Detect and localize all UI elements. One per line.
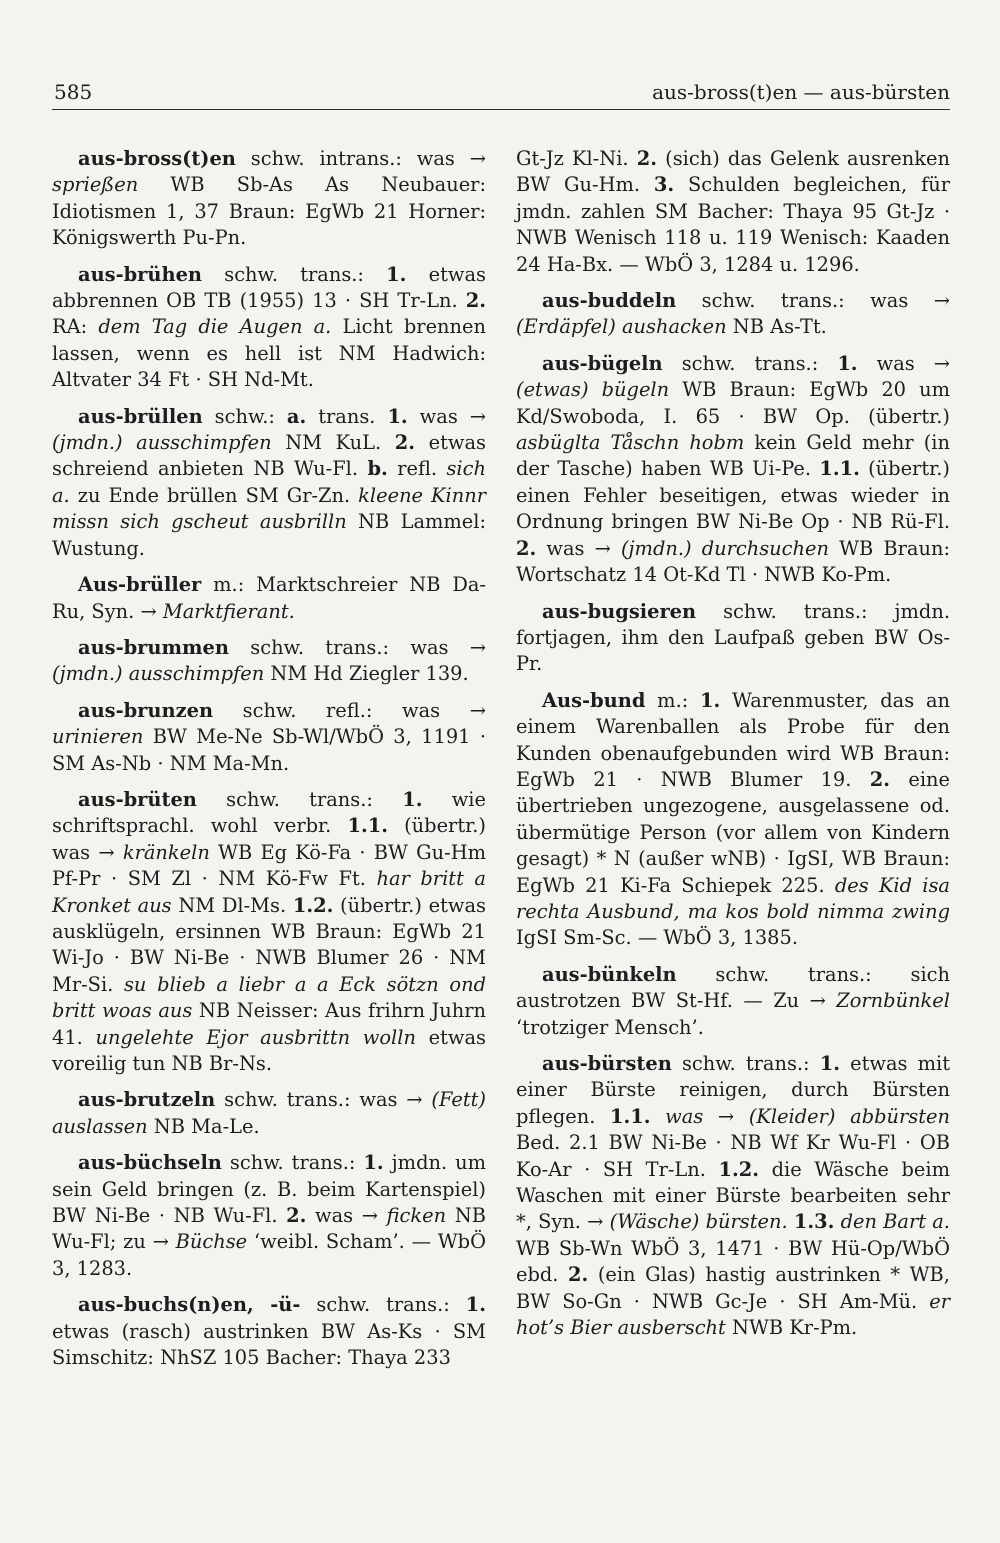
example-text: (Wäsche) bürsten. <box>609 1210 788 1234</box>
example-text: sprießen <box>52 173 139 197</box>
headword: aus-bünkeln <box>542 962 677 986</box>
definition-text: schw. trans.: jmdn. fortjagen, ihm den Laufpaß geben BW Os-Pr. <box>516 599 950 676</box>
definition-text: WB Braun: Wortschatz 14 Ot-Kd Tl · NWB Ko-Pm. <box>516 536 950 587</box>
headword: aus-buchs(n)en, -ü- <box>78 1293 301 1317</box>
example-text: urinieren <box>52 725 144 749</box>
definition-text: etwas abbrennen OB TB (1955) 13 · SH Tr-Ln. <box>52 262 486 313</box>
dictionary-entry <box>516 962 950 1041</box>
definition-text: schw. trans.: <box>202 262 387 286</box>
entry-continuation <box>516 146 950 278</box>
definition-text: was → <box>857 351 951 375</box>
dictionary-entry <box>516 288 950 341</box>
definition-text: was → <box>536 536 621 560</box>
headword: aus-brühen <box>78 262 203 286</box>
definition-text: (übertr.) einen Fehler beseitigen, etwas wieder in Ordnung bringen BW Ni-Be Op · NB Rü-Fl. <box>516 457 950 534</box>
definition-text: (ein Glas) hastig austrinken * WB, BW So-Gn · NWB Gc-Je · SH Am-Mü. <box>516 1263 950 1313</box>
example-text: (jmdn.) durchsuchen <box>620 536 829 560</box>
dictionary-entry <box>52 1087 486 1140</box>
sense-number: 1. <box>837 351 858 375</box>
sense-number: 1.1. <box>819 457 860 481</box>
definition-text: ‘weibl. Scham’. — WbÖ 3, 1283. <box>52 1230 486 1280</box>
headword: aus-bugsieren <box>542 599 697 623</box>
example-text: asbüglta Tåschn hobm <box>516 431 745 455</box>
headword: aus-brummen <box>78 635 229 659</box>
sense-number: 2. <box>516 536 537 560</box>
dictionary-entry <box>516 599 950 678</box>
headword: aus-brüllen <box>78 404 203 428</box>
sense-number: b. <box>367 457 388 481</box>
definition-text: NB Lammel: Wustung. <box>52 510 486 560</box>
dictionary-entry <box>52 572 486 625</box>
definition-text: schw. trans.: was → <box>215 1088 432 1112</box>
definition-text: schw. refl.: was → <box>213 698 486 722</box>
example-text: sich a. <box>52 457 486 507</box>
example-text: kränkeln <box>122 840 210 864</box>
example-text: was → (Kleider) abbürsten <box>665 1104 950 1128</box>
sense-number: 1. <box>465 1293 486 1317</box>
definition-text: NM Dl-Ms. <box>171 893 293 917</box>
definition-text: RA: <box>52 315 99 339</box>
definition-text: WB Sb-As As Neubauer: Idiotismen 1, 37 Braun: EgWb 21 Horner: Königswerth Pu-Pn. <box>52 173 486 250</box>
definition-text: jmdn. um sein Geld bringen (z. B. beim Kartenspiel) BW Ni-Be · NB Wu-Fl. <box>52 1151 487 1228</box>
definition-text: schw. trans.: was → <box>676 289 950 313</box>
definition-text: was → <box>407 404 486 428</box>
definition-text <box>651 1105 666 1128</box>
definition-text: (übertr.) was → <box>52 814 486 864</box>
definition-text: NM KuL. <box>271 431 395 455</box>
definition-text: m.: <box>645 688 701 712</box>
example-text: dem Tag die Augen a. <box>98 315 332 339</box>
definition-text: schw.: <box>202 404 287 428</box>
headword: aus-bross(t)en <box>78 147 236 170</box>
headword: Aus-brüller <box>78 573 202 597</box>
example-text: (jmdn.) ausschimpfen <box>52 662 265 686</box>
definition-text: schw. trans.: was → <box>228 635 486 659</box>
example-text: ficken <box>386 1204 447 1228</box>
sense-number: 2. <box>869 767 891 791</box>
definition-text: m.: Marktschreier NB Da-Ru, Syn. → <box>52 573 486 623</box>
definition-text: schw. trans.: <box>196 787 403 811</box>
definition-text: schw. trans.: <box>221 1151 364 1175</box>
definition-text: refl. <box>387 457 447 481</box>
example-text: (etwas) bügeln <box>516 378 670 402</box>
example-text: (Erdäpfel) aushacken <box>516 315 727 339</box>
definition-text: schw. trans.: <box>662 351 838 375</box>
sense-number: 2. <box>465 289 486 313</box>
sense-number: 1.2. <box>292 893 334 917</box>
dictionary-entry <box>52 635 486 688</box>
definition-text: etwas schreiend anbieten NB Wu-Fl. <box>52 431 487 481</box>
definition-text: NB Wu-Fl; zu → <box>52 1204 486 1254</box>
definition-text: Gt-Jz Kl-Ni. <box>516 147 637 170</box>
headword: aus-brüten <box>78 787 197 811</box>
sense-number: 1.2. <box>718 1157 760 1181</box>
example-text: (Fett) auslassen <box>52 1088 486 1138</box>
sense-number: 1.3. <box>793 1210 835 1234</box>
dictionary-entry <box>52 787 486 1077</box>
definition-text: die Wäsche beim Waschen mit einer Bürste bearbeiten sehr *, Syn. → <box>516 1157 950 1234</box>
definition-text: NWB Kr-Pm. <box>725 1316 858 1340</box>
right-column <box>516 146 950 1351</box>
headword: Aus-bund <box>542 688 646 712</box>
example-text: kleene Kinnr missn sich gscheut ausbrilln <box>52 483 486 534</box>
sense-number: 1. <box>819 1052 840 1075</box>
example-text: den Bart a. <box>840 1210 950 1234</box>
example-text: des Kid isa rechta Ausbund, ma kos bold nimma zwing <box>516 873 950 923</box>
example-text: Marktfierant. <box>162 599 295 623</box>
definition-text: Licht brennen lassen, wenn es hell ist NM Hadwich: Altvater 34 Ft · SH Nd-Mt. <box>52 315 486 392</box>
page-number: 585 <box>54 80 93 104</box>
definition-text: schw. trans.: sich austrotzen BW St-Hf. — Zu → <box>516 962 950 1013</box>
example-text: su blieb a liebr a a Eck sötzn ond britt woas aus <box>52 972 486 1023</box>
running-head: aus-bross(t)en — aus-bürsten <box>652 80 950 104</box>
definition-text: Bed. 2.1 BW Ni-Be · NB Wf Kr Wu-Fl · OB Ko-Ar · SH Tr-Ln. <box>516 1131 950 1181</box>
definition-text: was → <box>306 1204 387 1228</box>
sense-number: 1. <box>402 787 423 811</box>
definition-text: (übertr.) etwas ausklügeln, ersinnen WB Braun: EgWb 21 Wi-Jo · BW Ni-Be · NWB Blumer 26 · NM Mr-Si. <box>52 893 486 996</box>
headword: aus-bügeln <box>542 351 663 375</box>
definition-text: wie schriftsprachl. wohl verbr. <box>52 787 486 838</box>
example-text: (jmdn.) ausschimpfen <box>52 431 272 455</box>
definition-text: kein Geld mehr (in der Tasche) haben WB Ui-Pe. <box>516 431 950 481</box>
left-column <box>52 146 486 1381</box>
sense-number: 1. <box>386 262 407 286</box>
headword: aus-brunzen <box>78 698 214 722</box>
example-text: er hot’s Bier ausberscht <box>516 1289 950 1340</box>
sense-number: 2. <box>636 147 657 170</box>
sense-number: 2. <box>568 1263 589 1287</box>
dictionary-entry <box>52 1292 486 1371</box>
dictionary-entry <box>52 146 486 252</box>
dictionary-entry <box>516 351 950 589</box>
example-text: Zornbünkel <box>836 989 950 1013</box>
headword: aus-büchseln <box>78 1151 222 1175</box>
definition-text: ‘trotziger Mensch’. <box>516 1015 704 1039</box>
headword: aus-buddeln <box>542 289 677 313</box>
sense-number: 1. <box>387 404 408 428</box>
sense-number: 2. <box>286 1204 307 1228</box>
definition-text: IgSI Sm-Sc. — WbÖ 3, 1385. <box>516 926 799 950</box>
headword: aus-bürsten <box>542 1052 672 1075</box>
sense-number: 3. <box>653 173 675 197</box>
dictionary-entry <box>52 698 486 777</box>
definition-text: NB As-Tt. <box>726 315 827 339</box>
definition-text: etwas voreilig tun NB Br-Ns. <box>52 1025 486 1075</box>
example-text: har britt a Kronket aus <box>52 867 486 917</box>
definition-text: etwas (rasch) austrinken BW As-Ks · SM Simschitz: NhSZ 105 Bacher: Thaya 233 <box>52 1319 486 1370</box>
definition-text: schw. trans.: <box>671 1052 820 1075</box>
sense-number: 1. <box>700 688 721 712</box>
definition-text: NB Ma-Le. <box>147 1114 260 1138</box>
definition-text: WB Braun: EgWb 20 um Kd/Swoboda, I. 65 · BW Op. (übertr.) <box>516 378 950 428</box>
definition-text: schw. intrans.: was → <box>235 147 486 170</box>
header-rule <box>52 109 950 110</box>
definition-text: WB Sb-Wn WbÖ 3, 1471 · BW Hü-Op/WbÖ ebd. <box>516 1236 950 1287</box>
sense-number: 1.1. <box>610 1104 651 1128</box>
definition-text: BW Me-Ne Sb-Wl/WbÖ 3, 1191 · SM As-Nb · NM Ma-Mn. <box>52 725 486 775</box>
definition-text: trans. <box>306 404 388 428</box>
definition-text: WB Eg Kö-Fa · BW Gu-Hm Pf-Pr · SM Zl · NM Kö-Fw Ft. <box>52 840 487 891</box>
sense-number: 1.1. <box>347 814 388 838</box>
definition-text: eine übertrieben ungezogene, ausgelassene od. übermütige Person (vor allem von Kindern gesagt) * N (außer wNB) · IgSI, WB Braun: EgWb 21 Ki-Fa Schiepek 225. <box>516 767 950 897</box>
definition-text: zu Ende brüllen SM Gr-Zn. <box>69 483 359 507</box>
definition-text: (sich) das Gelenk ausrenken BW Gu-Hm. <box>516 147 950 197</box>
definition-text: Warenmuster, das an einem Warenballen als Probe für den Kunden obenaufgebunden wird WB Braun: EgWb 21 · NWB Blumer 19. <box>516 688 950 791</box>
definition-text: etwas mit einer Bürste reinigen, durch Bürsten pflegen. <box>516 1052 950 1128</box>
definition-text: NB Neisser: Aus frihrn Juhrn 41. <box>52 999 486 1049</box>
example-text: ungelehte Ejor ausbrittn wolln <box>95 1025 416 1049</box>
definition-text: Schulden begleichen, für jmdn. zahlen SM Bacher: Thaya 95 Gt-Jz · NWB Wenisch 118 u. 119 Wenisch: Kaaden 24 Ha-Bx. — WbÖ 3, 1284 u. 1296. <box>516 173 951 276</box>
sense-number: a. <box>286 404 307 428</box>
dictionary-entry <box>516 688 950 952</box>
headword: aus-brutzeln <box>78 1088 216 1112</box>
dictionary-entry <box>52 262 486 394</box>
sense-number: 2. <box>394 431 416 455</box>
definition-text: schw. trans.: <box>300 1293 466 1317</box>
sense-number: 1. <box>363 1151 384 1175</box>
dictionary-entry <box>516 1051 950 1341</box>
dictionary-entry <box>52 1150 486 1282</box>
definition-text: NM Hd Ziegler 139. <box>264 662 469 686</box>
dictionary-entry <box>52 404 486 562</box>
example-text: Büchse <box>175 1230 248 1254</box>
